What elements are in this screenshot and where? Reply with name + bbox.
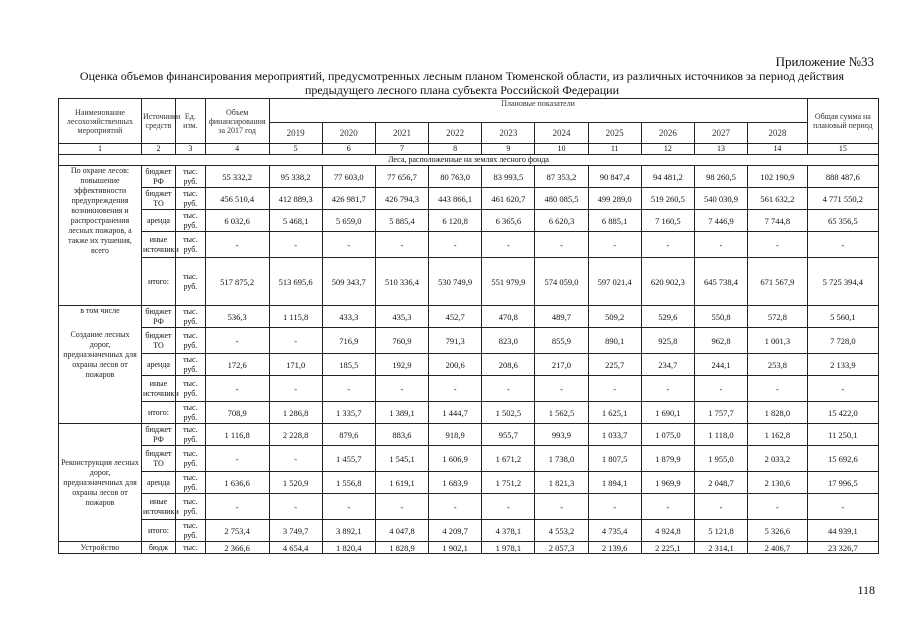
value-cell: 426 794,3: [375, 188, 428, 210]
value-cell: 2 139,6: [588, 542, 641, 554]
value-cell: -: [641, 494, 694, 520]
activity-name: [59, 166, 142, 306]
value-cell: 95 338,2: [269, 166, 322, 188]
header-year: 2024: [535, 123, 588, 144]
value-cell: 4 553,2: [535, 520, 588, 542]
value-cell: -: [205, 376, 269, 402]
value-cell: 87 353,2: [535, 166, 588, 188]
value-cell: -: [482, 232, 535, 258]
value-cell: 529,6: [641, 306, 694, 328]
unit-cell: тыс. руб.: [175, 166, 205, 188]
unit-cell: тыс. руб.: [175, 494, 205, 520]
value-cell: 412 889,3: [269, 188, 322, 210]
value-cell: 551 979,9: [482, 258, 535, 306]
value-cell: 433,3: [322, 306, 375, 328]
header-year: 2023: [482, 123, 535, 144]
value-cell: -: [322, 232, 375, 258]
value-cell: 5 326,6: [748, 520, 808, 542]
activity-name-text: Устройство: [80, 543, 120, 552]
value-cell: 435,3: [375, 306, 428, 328]
value-cell: -: [641, 376, 694, 402]
funding-source: бюджет РФ: [141, 166, 175, 188]
value-cell: 5 468,1: [269, 210, 322, 232]
value-cell: 4 654,4: [269, 542, 322, 554]
value-cell: 244,1: [694, 354, 747, 376]
value-cell: -: [694, 232, 747, 258]
value-cell: 1 820,4: [322, 542, 375, 554]
column-number: 7: [375, 144, 428, 155]
value-cell: 7 446,9: [694, 210, 747, 232]
value-cell: 23 326,7: [807, 542, 878, 554]
value-cell: -: [588, 376, 641, 402]
value-cell: 530 749,9: [429, 258, 482, 306]
value-cell: 80 763,0: [429, 166, 482, 188]
activity-name-text: По охране лесов: повышение эффективности предупреждения возникновения и распространения лесных пожаров, а также их тушения, всего: [68, 166, 132, 255]
value-cell: 550,8: [694, 306, 747, 328]
value-cell: 480 085,5: [535, 188, 588, 210]
value-cell: -: [429, 376, 482, 402]
value-cell: 2 366,6: [205, 542, 269, 554]
value-cell: 443 866,1: [429, 188, 482, 210]
value-cell: 716,9: [322, 328, 375, 354]
header-year: 2028: [748, 123, 808, 144]
unit-cell: тыс. руб.: [175, 258, 205, 306]
value-cell: 2 753,4: [205, 520, 269, 542]
unit-cell: тыс. руб.: [175, 424, 205, 446]
header-year: 2026: [641, 123, 694, 144]
value-cell: 5 659,0: [322, 210, 375, 232]
value-cell: -: [482, 494, 535, 520]
value-cell: 1 969,9: [641, 472, 694, 494]
value-cell: 470,8: [482, 306, 535, 328]
value-cell: 5 725 394,4: [807, 258, 878, 306]
table-row: [59, 306, 879, 328]
unit-cell: тыс. руб.: [175, 472, 205, 494]
value-cell: -: [588, 494, 641, 520]
section-title: Леса, расположенные на землях лесного фонда: [59, 155, 879, 166]
value-cell: 1 520,9: [269, 472, 322, 494]
value-cell: 645 738,4: [694, 258, 747, 306]
value-cell: 4 209,7: [429, 520, 482, 542]
value-cell: 1 116,8: [205, 424, 269, 446]
funding-source: иные источники: [141, 376, 175, 402]
value-cell: -: [748, 494, 808, 520]
value-cell: 890,1: [588, 328, 641, 354]
value-cell: 509 343,7: [322, 258, 375, 306]
column-number: 2: [141, 144, 175, 155]
value-cell: 2 048,7: [694, 472, 747, 494]
value-cell: 1 075,0: [641, 424, 694, 446]
value-cell: -: [694, 494, 747, 520]
value-cell: 1 807,5: [588, 446, 641, 472]
unit-cell: тыс.: [175, 542, 205, 554]
unit-cell: тыс. руб.: [175, 520, 205, 542]
value-cell: 98 260,5: [694, 166, 747, 188]
value-cell: -: [205, 446, 269, 472]
unit-cell: тыс. руб.: [175, 232, 205, 258]
value-cell: 15 692,6: [807, 446, 878, 472]
value-cell: -: [535, 376, 588, 402]
value-cell: -: [269, 232, 322, 258]
value-cell: 962,8: [694, 328, 747, 354]
header-year: 2019: [269, 123, 322, 144]
header-year: 2022: [429, 123, 482, 144]
column-number: 14: [748, 144, 808, 155]
funding-source: аренда: [141, 210, 175, 232]
value-cell: -: [429, 494, 482, 520]
value-cell: 1 828,0: [748, 402, 808, 424]
unit-cell: тыс. руб.: [175, 210, 205, 232]
header-source: Источники средств: [141, 99, 175, 144]
value-cell: 200,6: [429, 354, 482, 376]
column-number: 5: [269, 144, 322, 155]
header-plan: Плановые показатели: [269, 99, 807, 123]
value-cell: 171,0: [269, 354, 322, 376]
value-cell: 192,9: [375, 354, 428, 376]
value-cell: -: [269, 376, 322, 402]
value-cell: 83 993,5: [482, 166, 535, 188]
funding-source: итого:: [141, 520, 175, 542]
column-number: 3: [175, 144, 205, 155]
value-cell: 225,7: [588, 354, 641, 376]
value-cell: -: [375, 232, 428, 258]
value-cell: 509,2: [588, 306, 641, 328]
appendix-label: Приложение №33: [775, 54, 874, 69]
value-cell: -: [748, 232, 808, 258]
financing-table: [58, 98, 879, 554]
table-row: [59, 376, 879, 402]
value-cell: 1 751,2: [482, 472, 535, 494]
unit-cell: тыс. руб.: [175, 188, 205, 210]
header-year: 2021: [375, 123, 428, 144]
value-cell: 4 771 550,2: [807, 188, 878, 210]
funding-source: аренда: [141, 472, 175, 494]
value-cell: 65 356,5: [807, 210, 878, 232]
value-cell: 1 455,7: [322, 446, 375, 472]
value-cell: 561 632,2: [748, 188, 808, 210]
value-cell: 879,6: [322, 424, 375, 446]
value-cell: 1 389,1: [375, 402, 428, 424]
value-cell: 499 289,0: [588, 188, 641, 210]
value-cell: 791,3: [429, 328, 482, 354]
value-cell: 7 744,8: [748, 210, 808, 232]
value-cell: 1 625,1: [588, 402, 641, 424]
header-total: Общая сумма на плановый период: [807, 99, 878, 144]
value-cell: -: [807, 232, 878, 258]
value-cell: 1 502,5: [482, 402, 535, 424]
value-cell: 185,5: [322, 354, 375, 376]
value-cell: 4 735,4: [588, 520, 641, 542]
value-cell: 1 606,9: [429, 446, 482, 472]
value-cell: 1 118,0: [694, 424, 747, 446]
value-cell: -: [588, 232, 641, 258]
value-cell: -: [269, 494, 322, 520]
value-cell: 1 828,9: [375, 542, 428, 554]
table-row: [59, 166, 879, 188]
header-year: 2027: [694, 123, 747, 144]
header-volume-2017: Объем финансирования за 2017 год: [205, 99, 269, 144]
value-cell: 955,7: [482, 424, 535, 446]
activity-name: [59, 424, 142, 542]
value-cell: 574 059,0: [535, 258, 588, 306]
value-cell: -: [205, 328, 269, 354]
value-cell: 456 510,4: [205, 188, 269, 210]
column-number: 4: [205, 144, 269, 155]
value-cell: 517 875,2: [205, 258, 269, 306]
value-cell: 15 422,0: [807, 402, 878, 424]
value-cell: 671 567,9: [748, 258, 808, 306]
value-cell: 426 981,7: [322, 188, 375, 210]
column-number: 10: [535, 144, 588, 155]
value-cell: 823,0: [482, 328, 535, 354]
value-cell: 1 978,1: [482, 542, 535, 554]
table-row: [59, 446, 879, 472]
document-title: Оценка объемов финансирования мероприятий, предусмотренных лесным планом Тюменской области, из различных источников за период действия предыдущего лесного плана субъекта Российской Федерации: [79, 69, 845, 97]
unit-cell: тыс. руб.: [175, 402, 205, 424]
funding-source: бюджет РФ: [141, 306, 175, 328]
activity-name: [59, 306, 142, 424]
value-cell: 1 033,7: [588, 424, 641, 446]
value-cell: 2 057,3: [535, 542, 588, 554]
value-cell: 1 286,8: [269, 402, 322, 424]
value-cell: 855,9: [535, 328, 588, 354]
value-cell: 510 336,4: [375, 258, 428, 306]
value-cell: 1 619,1: [375, 472, 428, 494]
funding-source: бюджет ТО: [141, 446, 175, 472]
value-cell: 2 033,2: [748, 446, 808, 472]
value-cell: 7 728,0: [807, 328, 878, 354]
value-cell: 7 160,5: [641, 210, 694, 232]
table-row: [59, 188, 879, 210]
value-cell: 993,9: [535, 424, 588, 446]
value-cell: 172,6: [205, 354, 269, 376]
value-cell: 760,9: [375, 328, 428, 354]
value-cell: 17 996,5: [807, 472, 878, 494]
unit-cell: тыс. руб.: [175, 306, 205, 328]
unit-cell: тыс. руб.: [175, 446, 205, 472]
value-cell: 5 560,1: [807, 306, 878, 328]
value-cell: 888 487,6: [807, 166, 878, 188]
column-number: 8: [429, 144, 482, 155]
value-cell: -: [269, 446, 322, 472]
header-name: Наименование лесохозяйственных мероприятий: [59, 99, 142, 144]
value-cell: -: [535, 232, 588, 258]
column-number: 11: [588, 144, 641, 155]
value-cell: 2 314,1: [694, 542, 747, 554]
value-cell: 708,9: [205, 402, 269, 424]
activity-prefix: в том числе: [80, 306, 120, 315]
value-cell: -: [205, 232, 269, 258]
value-cell: 44 939,1: [807, 520, 878, 542]
table-row: [59, 232, 879, 258]
value-cell: 461 620,7: [482, 188, 535, 210]
value-cell: 2 225,1: [641, 542, 694, 554]
table-row: [59, 210, 879, 232]
value-cell: 489,7: [535, 306, 588, 328]
funding-source: бюджет ТО: [141, 328, 175, 354]
funding-source: иные источники: [141, 494, 175, 520]
column-number: 13: [694, 144, 747, 155]
value-cell: -: [641, 232, 694, 258]
value-cell: -: [535, 494, 588, 520]
activity-name-text: Реконструкция лесных дорог, предназначенных для охраны лесов от пожаров: [61, 457, 139, 507]
value-cell: 1 335,7: [322, 402, 375, 424]
value-cell: -: [322, 376, 375, 402]
value-cell: 77 603,0: [322, 166, 375, 188]
value-cell: 217,0: [535, 354, 588, 376]
header-unit: Ед. изм.: [175, 99, 205, 144]
value-cell: 77 656,7: [375, 166, 428, 188]
value-cell: 6 365,6: [482, 210, 535, 232]
value-cell: 1 115,8: [269, 306, 322, 328]
value-cell: -: [322, 494, 375, 520]
value-cell: 6 032,6: [205, 210, 269, 232]
value-cell: 3 749,7: [269, 520, 322, 542]
value-cell: 234,7: [641, 354, 694, 376]
value-cell: 11 250,1: [807, 424, 878, 446]
value-cell: 519 260,5: [641, 188, 694, 210]
value-cell: 1 690,1: [641, 402, 694, 424]
unit-cell: тыс. руб.: [175, 376, 205, 402]
value-cell: -: [205, 494, 269, 520]
value-cell: 1 894,1: [588, 472, 641, 494]
table-row: [59, 328, 879, 354]
value-cell: -: [807, 376, 878, 402]
table-row: [59, 258, 879, 306]
value-cell: 1 879,9: [641, 446, 694, 472]
value-cell: 6 885,1: [588, 210, 641, 232]
table-row: [59, 542, 879, 554]
table-row: [59, 424, 879, 446]
value-cell: 1 556,8: [322, 472, 375, 494]
unit-cell: тыс. руб.: [175, 328, 205, 354]
column-number: 1: [59, 144, 142, 155]
funding-source: иные источники: [141, 232, 175, 258]
value-cell: 6 620,3: [535, 210, 588, 232]
header-year: 2020: [322, 123, 375, 144]
table-row: [59, 494, 879, 520]
value-cell: 2 133,9: [807, 354, 878, 376]
value-cell: 572,8: [748, 306, 808, 328]
table-row: [59, 520, 879, 542]
funding-source: бюджет ТО: [141, 188, 175, 210]
value-cell: -: [482, 376, 535, 402]
value-cell: 102 190,9: [748, 166, 808, 188]
value-cell: 620 902,3: [641, 258, 694, 306]
column-number: 12: [641, 144, 694, 155]
page-number: 118: [857, 583, 875, 597]
value-cell: 1 683,9: [429, 472, 482, 494]
funding-source: итого:: [141, 258, 175, 306]
column-number: 9: [482, 144, 535, 155]
value-cell: 6 120,8: [429, 210, 482, 232]
unit-cell: тыс. руб.: [175, 354, 205, 376]
value-cell: 2 228,8: [269, 424, 322, 446]
value-cell: 1 955,0: [694, 446, 747, 472]
value-cell: 540 030,9: [694, 188, 747, 210]
value-cell: 5 885,4: [375, 210, 428, 232]
value-cell: 597 021,4: [588, 258, 641, 306]
value-cell: 4 047,8: [375, 520, 428, 542]
header-year: 2025: [588, 123, 641, 144]
value-cell: 1 162,8: [748, 424, 808, 446]
activity-name: [59, 542, 142, 554]
value-cell: 1 444,7: [429, 402, 482, 424]
value-cell: 1 902,1: [429, 542, 482, 554]
value-cell: -: [748, 376, 808, 402]
value-cell: 1 757,7: [694, 402, 747, 424]
value-cell: 1 001,3: [748, 328, 808, 354]
table-row: [59, 402, 879, 424]
funding-source: итого:: [141, 402, 175, 424]
value-cell: -: [375, 376, 428, 402]
value-cell: 513 695,6: [269, 258, 322, 306]
value-cell: 3 892,1: [322, 520, 375, 542]
value-cell: 1 562,5: [535, 402, 588, 424]
column-number: 6: [322, 144, 375, 155]
value-cell: 1 738,0: [535, 446, 588, 472]
value-cell: 4 924,8: [641, 520, 694, 542]
value-cell: 1 636,6: [205, 472, 269, 494]
value-cell: 536,3: [205, 306, 269, 328]
value-cell: 2 406,7: [748, 542, 808, 554]
value-cell: 2 130,6: [748, 472, 808, 494]
activity-name-text: Создание лесных дорог, предназначенных для охраны лесов от пожаров: [63, 330, 137, 379]
value-cell: -: [429, 232, 482, 258]
value-cell: 55 332,2: [205, 166, 269, 188]
value-cell: 253,8: [748, 354, 808, 376]
value-cell: 925,8: [641, 328, 694, 354]
value-cell: 918,9: [429, 424, 482, 446]
value-cell: 90 847,4: [588, 166, 641, 188]
value-cell: 4 378,1: [482, 520, 535, 542]
funding-source: бюджет РФ: [141, 424, 175, 446]
column-number: 15: [807, 144, 878, 155]
value-cell: 1 671,2: [482, 446, 535, 472]
funding-source: аренда: [141, 354, 175, 376]
table-row: [59, 354, 879, 376]
value-cell: 883,6: [375, 424, 428, 446]
value-cell: 1 821,3: [535, 472, 588, 494]
value-cell: 5 121,8: [694, 520, 747, 542]
value-cell: 208,6: [482, 354, 535, 376]
value-cell: -: [807, 494, 878, 520]
value-cell: 1 545,1: [375, 446, 428, 472]
value-cell: 94 481,2: [641, 166, 694, 188]
value-cell: -: [269, 328, 322, 354]
value-cell: -: [375, 494, 428, 520]
value-cell: -: [694, 376, 747, 402]
value-cell: 452,7: [429, 306, 482, 328]
funding-source: бюдж: [141, 542, 175, 554]
table-row: [59, 472, 879, 494]
